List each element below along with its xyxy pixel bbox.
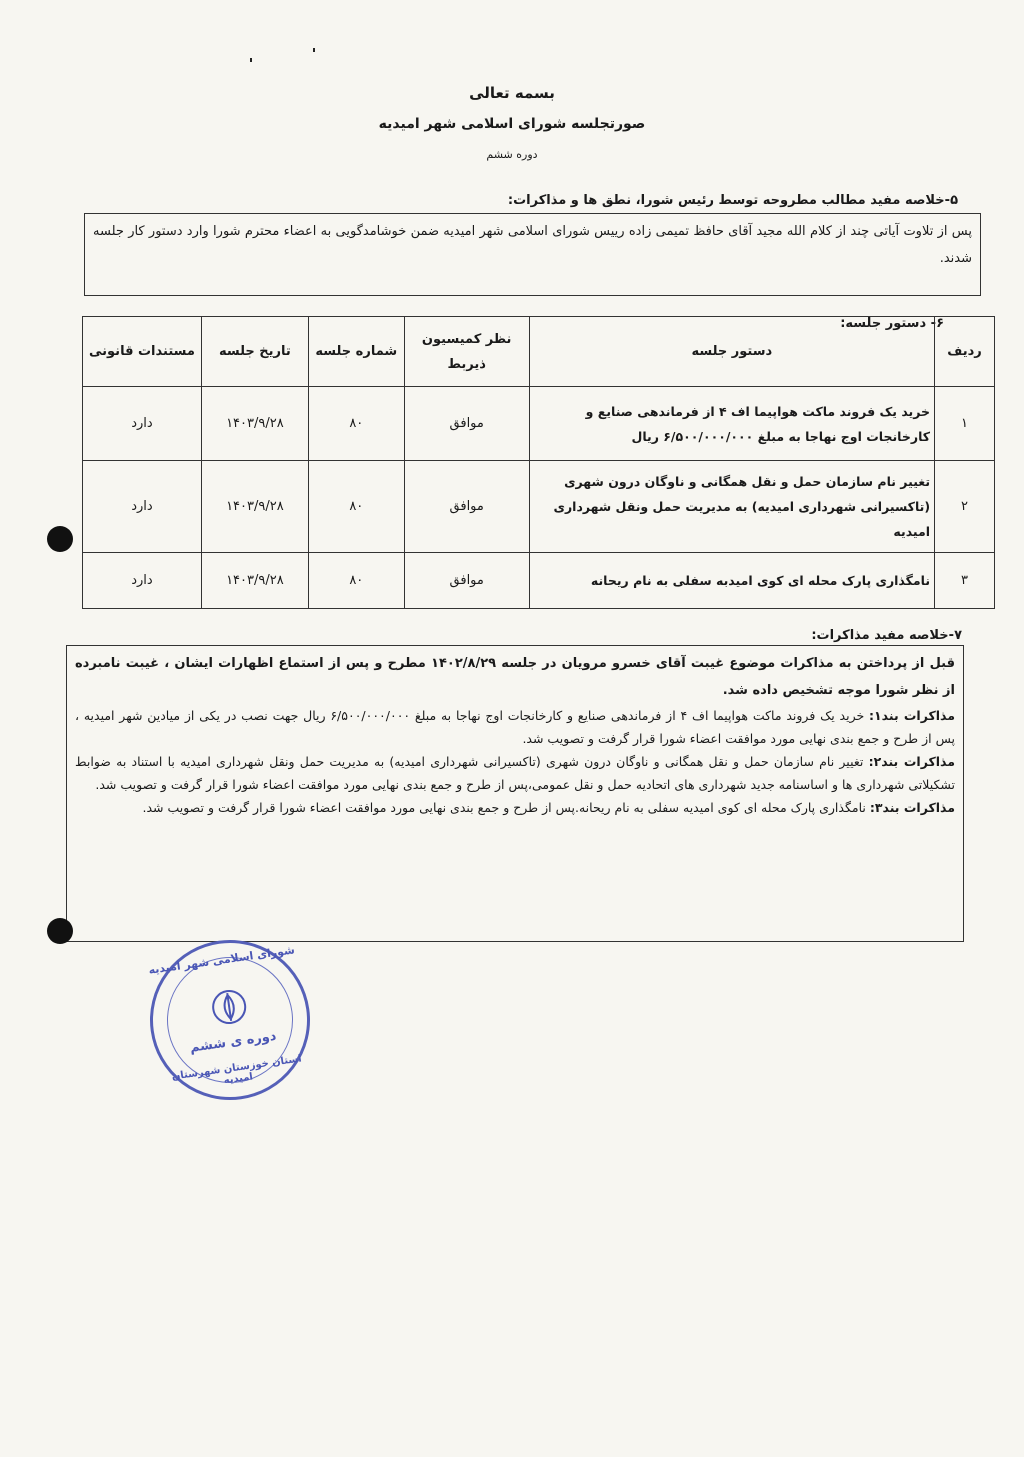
discussion-item-text: تغییر نام سازمان حمل و نقل همگانی و ناوگان درون شهری (تاکسیرانی شهرداری امیدیه) به مدیریت حمل ونقل شهرداری امیدیه با استناد به ضوابط تشکیلاتی شهرداری ها و اساسنامه جدید شهرداری های اتحادیه حمل و نقل عمومی،پس از طرح و جمع بندی نهایی مورد موافقت اعضاء شورا قرار گرفت و تصویب شد. [75, 754, 955, 792]
punch-hole [47, 526, 73, 552]
council-stamp [140, 930, 321, 1111]
col-agenda-header: دستور جلسه [529, 317, 934, 387]
cell-row: ۲ [935, 461, 995, 553]
punch-hole [47, 918, 73, 944]
cell-agenda: نامگذاری پارک محله ای کوی امیدبه سفلی به نام ریحانه [529, 553, 934, 609]
col-row-header: ردیف [935, 317, 995, 387]
cell-legal: دارد [83, 387, 202, 461]
table-row [83, 387, 995, 461]
discussion-item-label: مذاکرات بند۱: [869, 708, 955, 723]
cell-legal: دارد [83, 553, 202, 609]
bismillah-heading: بسمه تعالی [469, 84, 555, 102]
cell-date: ۱۴۰۳/۹/۲۸ [201, 553, 308, 609]
scan-mark [250, 58, 252, 62]
emblem-icon [207, 984, 252, 1029]
cell-agenda: خرید یک فروند ماکت هواپیما اف ۴ از فرماندهی صنایع و کارخانجات اوج نهاجا به مبلغ ۶/۵۰۰/۰۰۰/۰۰۰ ریال [529, 387, 934, 461]
cell-session: ۸۰ [308, 553, 404, 609]
table-row [83, 553, 995, 609]
cell-date: ۱۴۰۳/۹/۲۸ [201, 461, 308, 553]
cell-legal: دارد [83, 461, 202, 553]
council-period: دوره ششم [486, 148, 538, 161]
cell-commission: موافق [404, 553, 529, 609]
discussion-item-2 [75, 750, 955, 796]
discussion-item-text: خرید یک فروند ماکت هواپیما اف ۴ از فرماندهی صنایع و کارخانجات اوج نهاجا به مبلغ ۶/۵۰۰/۰۰۰/۰۰۰ ریال جهت نصب در یکی از میادین شهر امیدیه ، پس از طرح و جمع بندی نهایی مورد موافقت اعضاء شورا قرار گرفت و تصویب شد. [75, 708, 955, 746]
col-legal-header: مستندات قانونی [83, 317, 202, 387]
section7-title: ۷-خلاصه مفید مذاکرات: [811, 628, 962, 643]
stamp-middle-text: دوره ی ششم [188, 1028, 278, 1056]
section5-title: ۵-خلاصه مفید مطالب مطروحه توسط رئیس شورا، نطق ها و مذاکرات: [507, 193, 958, 208]
document-title: صورتجلسه شورای اسلامی شهر امیدیه [378, 116, 646, 132]
col-commission-header: نظر کمیسیون ذیربط [404, 317, 529, 387]
stamp-top-text: شورای اسلامی شهر امیدیه [147, 943, 296, 977]
discussion-item-text: نامگذاری پارک محله ای کوی امیدیه سفلی به نام ریحانه.پس از طرح و جمع بندی نهایی مورد موافقت اعضاء شورا قرار گرفت و تصویب شد. [142, 800, 870, 815]
discussion-item-3 [75, 796, 955, 819]
section7-lead: قبل از پرداختن به مذاکرات موضوع غیبت آقای خسرو مرویان در جلسه ۱۴۰۲/۸/۲۹ مطرح و پس از استماع اظهارات ایشان ، غیبت نامبرده از نظر شورا موجه تشخیص داده شد. [75, 656, 956, 698]
discussion-item-label: مذاکرات بند۳: [869, 800, 955, 815]
col-session-header: شماره جلسه [308, 317, 404, 387]
stamp-bottom-text: استان خوزستان شهرستان امیدیه [171, 1053, 303, 1087]
cell-session: ۸۰ [308, 461, 404, 553]
cell-row: ۳ [935, 553, 995, 609]
table-header-row [83, 317, 995, 387]
discussion-item-label: مذاکرات بند۲: [868, 754, 955, 769]
col-date-header: تاریخ جلسه [201, 317, 308, 387]
table-row [83, 461, 995, 553]
cell-commission: موافق [404, 387, 529, 461]
section6-title: ۶- دستور جلسه: [840, 316, 944, 331]
cell-session: ۸۰ [308, 387, 404, 461]
cell-commission: موافق [404, 461, 529, 553]
cell-date: ۱۴۰۳/۹/۲۸ [201, 387, 308, 461]
discussion-item-1 [75, 704, 955, 750]
section5-body: پس از تلاوت آیاتی چند از کلام الله مجید آقای حافظ تمیمی زاده رییس شورای اسلامی شهر امیدیه ضمن خوشامدگویی به اعضاء محترم شورا وارد دستور کار جلسه شدند. [93, 224, 972, 266]
scan-mark [313, 48, 315, 52]
section5-box [84, 213, 981, 296]
section7-box [66, 645, 964, 942]
cell-row: ۱ [935, 387, 995, 461]
cell-agenda: تغییر نام سازمان حمل و نقل همگانی و ناوگان درون شهری (تاکسیرانی شهرداری امیدیه) به مدیریت حمل ونقل شهرداری امیدیه [529, 461, 934, 553]
agenda-table [82, 316, 995, 609]
